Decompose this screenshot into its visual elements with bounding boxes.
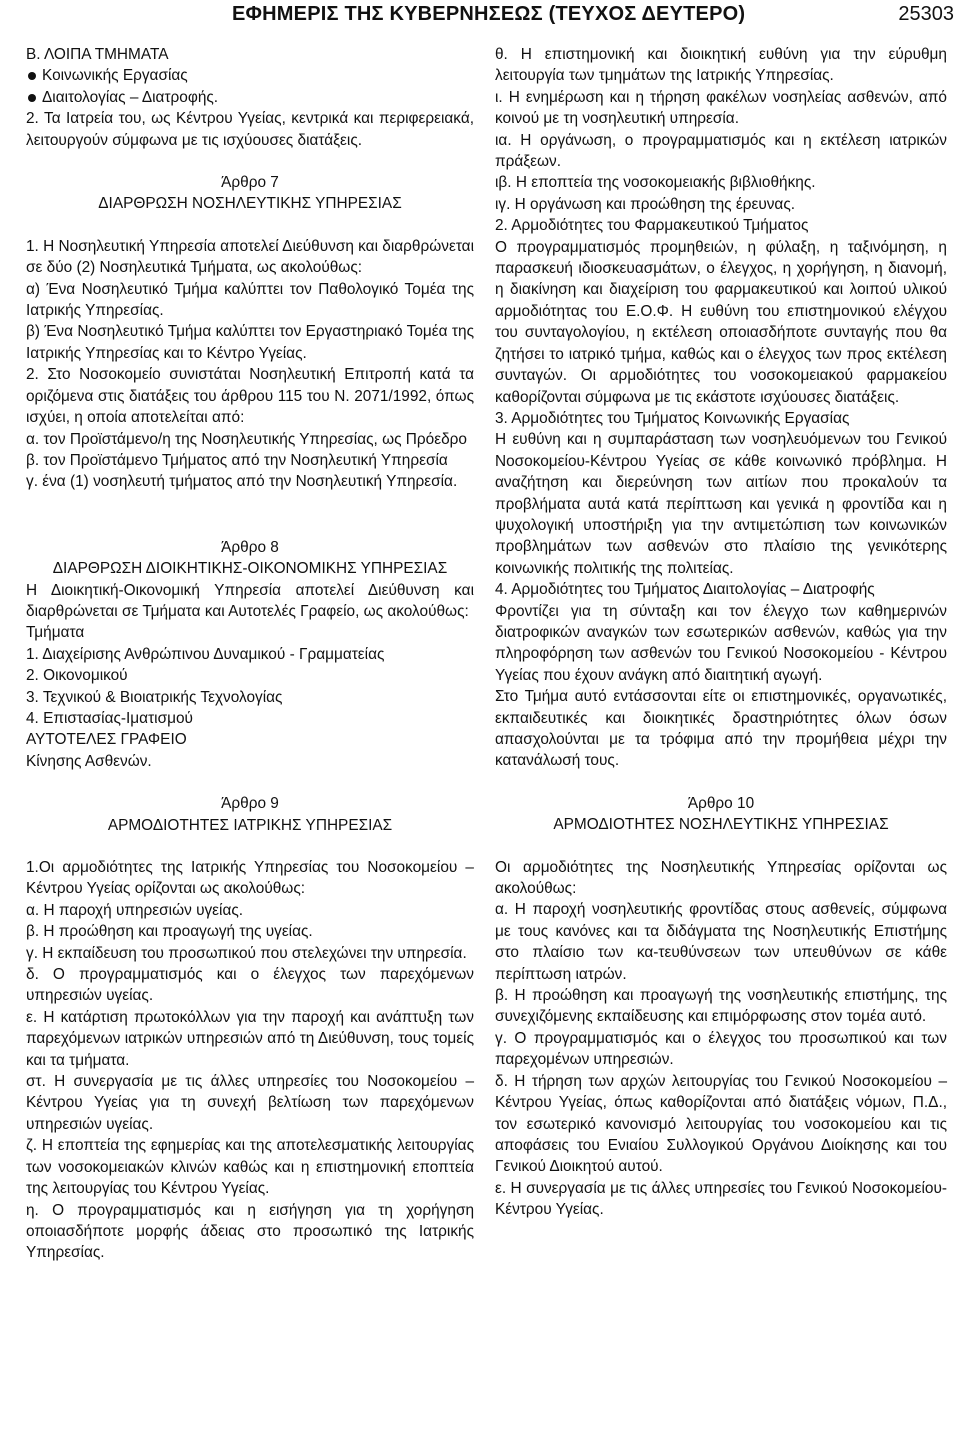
list-item: Κοινωνικής Εργασίας: [26, 65, 474, 86]
paragraph: ια. Η οργάνωση, ο προγραμματισμός και η εκτέλεση ιατρικών πράξεων.: [495, 131, 947, 171]
paragraph: γ. Ο προγραμματισμός και ο έλεγχος του προσωπικού και των παρεχομένων υπηρεσιών.: [495, 1029, 947, 1069]
list-heading: ΑΥΤΟΤΕΛΕΣ ΓΡΑΦΕΙΟ: [26, 731, 187, 749]
paragraph: Η Διοικητική-Οικονομική Υπηρεσία αποτελεί Διεύθυνση και διαρθρώνεται σε Τμήματα και Αυτοτελές Γραφείο, ως ακολούθως:: [26, 581, 474, 620]
paragraph: θ. Η επιστημονική και διοικητική ευθύνη για την εύρυθμη λειτουργία των τμημάτων της Ιατρικής Υπηρεσίας.: [495, 46, 947, 85]
article-subtitle: ΔΙΑΡΘΡΩΣΗ ΔΙΟΙΚΗΤΙΚΗΣ-ΟΙΚΟΝΟΜΙΚΗΣ ΥΠΗΡΕΣΙΑΣ: [52, 560, 448, 578]
list-item: 1. Διαχείρισης Ανθρώπινου Δυναμικού - Γραμματείας: [26, 645, 385, 663]
paragraph: Στο Τμήμα αυτό εντάσσονται είτε οι επιστημονικές, οργανωτικές, εκπαιδευτικές και διοικητικές δραστηριότητες όλων όσων απασχολούνται με τα τρόφιμα από την προμήθεια μέχρι την κατανάλωσή τους.: [495, 688, 947, 770]
list-item: Κίνησης Ασθενών.: [26, 752, 152, 770]
paragraph: ιβ. Η εποπτεία της νοσοκομειακής βιβλιοθήκης.: [495, 174, 816, 192]
paragraph: α. τον Προϊστάμενο/η της Νοσηλευτικής Υπηρεσίας, ως Πρόεδρο: [26, 430, 467, 448]
list-item: 3. Τεχνικού & Βιοιατρικής Τεχνολογίας: [26, 688, 283, 706]
article-subtitle: ΔΙΑΡΘΡΩΣΗ ΝΟΣΗΛΕΥΤΙΚΗΣ ΥΠΗΡΕΣΙΑΣ: [98, 195, 402, 213]
page-header: [0, 0, 960, 30]
paragraph: ιγ. Η οργάνωση και προώθηση της έρευνας.: [495, 195, 796, 213]
paragraph: α) Ένα Νοσηλευτικό Τμήμα καλύπτει τον Παθολογικό Τομέα της Ιατρικής Υπηρεσίας.: [26, 280, 474, 320]
subheading: 4. Αρμοδιότητες του Τμήματος Διαιτολογίας – Διατροφής: [495, 581, 875, 599]
paragraph: 1.Οι αρμοδιότητες της Ιατρικής Υπηρεσίας του Νοσοκομείου – Κέντρου Υγείας ορίζονται ως ακολούθως:: [26, 859, 474, 898]
paragraph: γ. Η εκπαίδευση του προσωπικού που στελεχώνει την υπηρεσία.: [26, 944, 467, 962]
paragraph: Φροντίζει για τη σύνταξη και τον έλεγχο των καθημερινών διατροφικών αναγκών των εσωτερικών ασθενών, καθώς για την πληροφόρηση των ασθενών του Γενικού Νοσοκομείου - Κέντρου Υγείας που έχουν ανάγκη από διαιτητική αγωγή.: [495, 602, 947, 684]
left-column: [26, 44, 474, 1264]
list-heading: Τμήματα: [26, 624, 85, 642]
gazette-title: ΕΦΗΜΕΡΙΣ ΤΗΣ ΚΥΒΕΡΝΗΣΕΩΣ (ΤΕΥΧΟΣ ΔΕΥΤΕΡΟ): [232, 3, 746, 25]
paragraph: ε. Η κατάρτιση πρωτοκόλλων για την παροχή και ανάπτυξη των παρεχόμενων ιατρικών υπηρεσιών από τη Διεύθυνση, τους τομείς και τα τμήματα.: [26, 1008, 474, 1069]
article-title: Άρθρο 7: [221, 174, 279, 192]
paragraph: ζ. Η εποπτεία της εφημερίας και της αποτελεσματικής λειτουργίας των νοσοκομειακών κλινών καθώς και η επιστημονική εποπτεία της λειτουργίας του Κέντρου Υγείας.: [26, 1137, 474, 1198]
bullet-icon: [28, 72, 36, 80]
page-number: 25303: [898, 3, 954, 25]
paragraph: β) Ένα Νοσηλευτικό Τμήμα καλύπτει τον Εργαστηριακό Τομέα της Ιατρικής Υπηρεσίας και το Κέντρο Υγείας.: [26, 323, 474, 362]
paragraph: 2. Τα Ιατρεία του, ως Κέντρου Υγείας, κεντρικά και περιφερειακά, λειτουργούν σύμφωνα με τις ισχύουσες διατάξεις.: [26, 110, 474, 149]
paragraph: 2. Στο Νοσοκομείο συνιστάται Νοσηλευτική Επιτροπή κατά τα οριζόμενα στις διατάξεις του άρθρου 115 του Ν. 2071/1992, όπως ισχύει, η οποία αποτελείται από:: [26, 366, 474, 427]
paragraph: β. Η προώθηση και προαγωγή της νοσηλευτικής επιστήμης, της συνεχιζόμενης εκπαίδευσης και επιμόρφωσης στον τομέα αυτό.: [495, 987, 947, 1026]
paragraph: Ο προγραμματισμός προμηθειών, η φύλαξη, η ταξινόμηση, η παρασκευή ιδιοσκευασμάτων, ο έλεγχος, η χορήγηση, η διανομή, η διακίνηση και διαχείριση του φαρμακευτικού και λοιπού υλικού αρμοδιότητας του Ε.Ο.Φ. Η ευθύνη του επιστημονικού ελέγχου του συνταγολογίου, η εκτέλεση οποιασδήποτε συνταγής που θα ζητήσει το ιατρικό τμήμα, καθώς και ο έλεγχος των προς εκτέλεση συνταγών. Οι αρμοδιότητες του νοσοκομειακού φαρμακείου καθορίζονται σύμφωνα με τις εκάστοτε ισχύουσες διατάξεις.: [495, 238, 947, 406]
paragraph: Η ευθύνη και η συμπαράσταση των νοσηλευόμενων του Γενικού Νοσοκομείου-Κέντρου Υγείας σε κάθε κοινωνικό πρόβλημα. Η αναζήτηση και διερεύνηση των αιτίων που προκαλούν τα προβλήματα αυτά κατά περίπτωση και γενικά η φροντίδα και η ψυχολογική υποστήριξη για την αντιμετώπιση των κοινωνικών προβλημάτων των ασθενών στο πλαίσιο της γενικότερης κοινωνικής πολιτικής της πολιτείας.: [495, 431, 947, 577]
paragraph: γ. ένα (1) νοσηλευτή τμήματος από την Νοσηλευτική Υπηρεσία.: [26, 473, 458, 491]
article-title: Άρθρο 9: [221, 795, 279, 813]
list-item: 2. Οικονομικού: [26, 667, 128, 685]
subheading: 3. Αρμοδιότητες του Τμήματος Κοινωνικής Εργασίας: [495, 409, 850, 427]
paragraph: α. Η παροχή υπηρεσιών υγείας.: [26, 901, 244, 919]
article-subtitle: ΑΡΜΟΔΙΟΤΗΤΕΣ ΙΑΤΡΙΚΗΣ ΥΠΗΡΕΣΙΑΣ: [107, 816, 393, 834]
paragraph: ι. Η ενημέρωση και η τήρηση φακέλων νοσηλείας ασθενών, από κοινού με τη νοσηλευτική υπηρεσία.: [495, 88, 947, 128]
paragraph: 1. Η Νοσηλευτική Υπηρεσία αποτελεί Διεύθυνση και διαρθρώνεται σε δύο (2) Νοσηλευτικά Τμήματα, ως ακολούθως:: [26, 237, 474, 277]
paragraph: β. Η προώθηση και προαγωγή της υγείας.: [26, 923, 313, 941]
section-heading: Β. ΛΟΙΠΑ ΤΜΗΜΑΤΑ: [26, 46, 169, 63]
article-title: Άρθρο 10: [687, 794, 755, 812]
paragraph: α. Η παροχή νοσηλευτικής φροντίδας στους ασθενείς, σύμφωνα με τους κανόνες και τα διδάγματα της Νοσηλευτικής Επιστήμης στο πλαίσιο των κα-τευθύνσεων των υπευθύνων σε κάθε περίπτωση ιατρών.: [495, 901, 947, 983]
right-column: [495, 44, 947, 1221]
list-item: 4. Επιστασίας-Ιματισμού: [26, 709, 193, 727]
subheading: 2. Αρμοδιότητες του Φαρμακευτικού Τμήματος: [495, 217, 809, 235]
article-title: Άρθρο 8: [221, 538, 279, 556]
bullet-icon: [28, 94, 36, 102]
list-item: Διαιτολογίας – Διατροφής.: [26, 87, 474, 108]
paragraph: δ. Ο προγραμματισμός και ο έλεγχος των παρεχόμενων υπηρεσιών υγείας.: [26, 966, 474, 1005]
paragraph: δ. Η τήρηση των αρχών λειτουργίας του Γενικού Νοσοκομείου – Κέντρου Υγείας, όπως καθορίζονται από διατάξεις νόμων, Π.Δ., τον εσωτερικό κανονισμό λειτουργίας του νοσοκομείου και τις αποφάσεις του Ενιαίου Συλλογικού Οργάνου Διοίκησης και του Γενικού Διοικητού αυτού.: [495, 1072, 947, 1176]
paragraph: β. τον Προϊστάμενο Τμήματος από την Νοσηλευτική Υπηρεσία: [26, 451, 448, 469]
paragraph: Οι αρμοδιότητες της Νοσηλευτικής Υπηρεσίας ορίζονται ως ακολούθως:: [495, 858, 947, 898]
paragraph: στ. Η συνεργασία με τις άλλες υπηρεσίες του Νοσοκομείου – Κέντρου Υγείας για τη συνεχή βελτίωση των παρεχόμενων υπηρεσιών υγείας.: [26, 1073, 474, 1133]
article-subtitle: ΑΡΜΟΔΙΟΤΗΤΕΣ ΝΟΣΗΛΕΥΤΙΚΗΣ ΥΠΗΡΕΣΙΑΣ: [553, 816, 889, 834]
paragraph: η. Ο προγραμματισμός και η εισήγηση για τη χορήγηση οποιασδήποτε μορφής άδειας στο προσωπικό της Ιατρικής Υπηρεσίας.: [26, 1201, 474, 1262]
paragraph: ε. Η συνεργασία με τις άλλες υπηρεσίες του Γενικού Νοσοκομείου- Κέντρου Υγείας.: [495, 1179, 947, 1219]
